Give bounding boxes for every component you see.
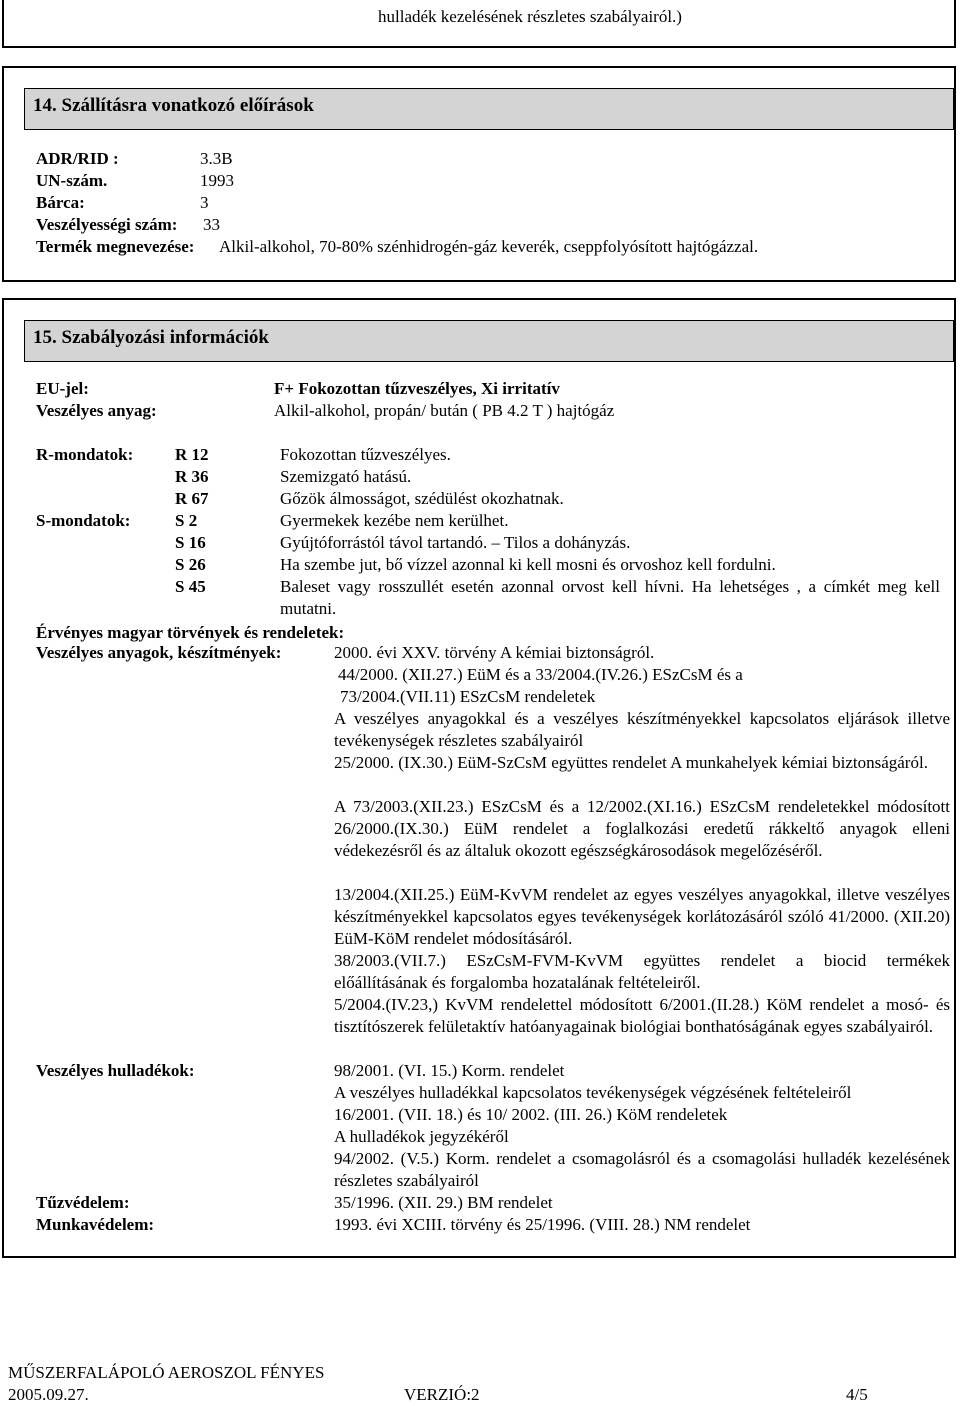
work-protection-value: 1993. évi XCIII. törvény és 25/1996. (VIII. 28.) NM rendelet <box>334 1215 751 1234</box>
footer-date: 2005.09.27. <box>8 1385 89 1404</box>
r-code: R 36 <box>175 467 209 486</box>
s-code: S 45 <box>175 577 206 596</box>
eu-label: EU-jel: <box>36 379 89 398</box>
r-phrases-label: R-mondatok: <box>36 445 134 464</box>
product-name-label: Termék megnevezése: <box>36 237 195 256</box>
waste-law-item: A hulladékok jegyzékéről <box>334 1127 509 1146</box>
waste-law-item: 94/2002. (V.5.) Korm. rendelet a csomagolásról és a csomagolási hulladék kezelésének részletes szabályairól <box>334 1149 950 1190</box>
waste-law-item: 16/2001. (VII. 18.) és 10/ 2002. (III. 26.) KöM rendeletek <box>334 1105 728 1124</box>
label-class-label: Bárca: <box>36 193 85 212</box>
law-item: 38/2003.(VII.7.) ESzCsM-FVM-KvVM együttes rendelet a biocid termékek előállításának és forgalomba hozatalának feltételeiről. <box>334 951 950 992</box>
hazard-number-value: 33 <box>203 215 220 234</box>
substance-value: Alkil-alkohol, propán/ bután ( PB 4.2 T ) hajtógáz <box>274 401 615 420</box>
fire-protection-value: 35/1996. (XII. 29.) BM rendelet <box>334 1193 553 1212</box>
laws-heading: Érvényes magyar törvények és rendeletek: <box>36 623 345 642</box>
law-item: 13/2004.(XII.25.) EüM-KvVM rendelet az egyes veszélyes anyagokkal, illetve veszélyes készítményekkel kapcsolatos egyes tevékenységek korlátozásáról szóló 41/2000. (XII.20) EüM-KöM rendelet módosításáról. <box>334 885 950 948</box>
footer-version: VERZIÓ:2 <box>404 1385 480 1404</box>
r-text: Fokozottan tűzveszélyes. <box>280 445 451 464</box>
s-text: Ha szembe jut, bő vízzel azonnal ki kell mosni és orvoshoz kell fordulni. <box>280 555 776 574</box>
product-name-value: Alkil-alkohol, 70-80% szénhidrogén-gáz keverék, cseppfolyósított hajtógázzal. <box>219 237 759 256</box>
fire-protection-label: Tűzvédelem: <box>36 1193 130 1212</box>
hazardous-waste-label: Veszélyes hulladékok: <box>36 1061 195 1080</box>
law-item: 5/2004.(IV.23,) KvVM rendelettel módosított 6/2001.(II.28.) KöM rendelet a mosó- és tisztítószerek felületaktív hatóanyagainak biológiai bonthatóságának egyes szabályairól. <box>334 995 950 1036</box>
law-item: 73/2004.(VII.11) ESzCsM rendeletek <box>340 687 596 706</box>
s-code: S 16 <box>175 533 206 552</box>
footer-product-name: MŰSZERFALÁPOLÓ AEROSZOL FÉNYES <box>8 1363 325 1382</box>
adr-rid-label: ADR/RID : <box>36 149 119 168</box>
law-item: A veszélyes anyagokkal és a veszélyes készítményekkel kapcsolatos eljárások illetve tevékenységek részletes szabályairól <box>334 709 950 750</box>
r-code: R 12 <box>175 445 209 464</box>
hazardous-materials-label: Veszélyes anyagok, készítmények: <box>36 643 282 662</box>
un-number-label: UN-szám. <box>36 171 108 190</box>
un-number-value: 1993 <box>200 171 234 190</box>
r-text: Szemizgató hatású. <box>280 467 412 486</box>
law-item: 44/2000. (XII.27.) EüM és a 33/2004.(IV.26.) ESzCsM és a <box>338 665 743 684</box>
r-code: R 67 <box>175 489 209 508</box>
s-code: S 2 <box>175 511 198 530</box>
r-text: Gőzök álmosságot, szédülést okozhatnak. <box>280 489 564 508</box>
section-15-title: 15. Szabályozási információk <box>24 320 954 362</box>
substance-label: Veszélyes anyag: <box>36 401 157 420</box>
law-item: 2000. évi XXV. törvény A kémiai biztonságról. <box>334 643 655 662</box>
adr-rid-value: 3.3B <box>200 149 233 168</box>
section-14-title: 14. Szállításra vonatkozó előírások <box>24 88 954 130</box>
s-text: Baleset vagy rosszullét esetén azonnal orvost kell hívni. Ha lehetséges , a címkét meg kell mutatni. <box>280 577 940 618</box>
footer-page-number: 4/5 <box>846 1385 868 1404</box>
s-text: Gyújtóforrástól távol tartandó. – Tilos a dohányzás. <box>280 533 631 552</box>
eu-value: F+ Fokozottan tűzveszélyes, Xi irritatív <box>274 379 560 398</box>
label-class-value: 3 <box>200 193 209 212</box>
hazard-number-label: Veszélyességi szám: <box>36 215 178 234</box>
law-item: A 73/2003.(XII.23.) ESzCsM és a 12/2002.(XI.16.) ESzCsM rendeletekkel módosított 26/2000.(IX.30.) EüM rendelet a foglalkozási eredetű rákkeltő anyagok elleni védekezésről és az általuk okozott egészségkárosodások megelőzéséről. <box>334 797 950 860</box>
law-item: 25/2000. (IX.30.) EüM-SzCsM együttes rendelet A munkahelyek kémiai biztonságáról. <box>334 753 928 772</box>
work-protection-label: Munkavédelem: <box>36 1215 155 1234</box>
previous-section-fragment: hulladék kezelésének részletes szabályairól.) <box>378 7 682 26</box>
waste-law-item: A veszélyes hulladékkal kapcsolatos tevékenységek végzésének feltételeiről <box>334 1083 852 1102</box>
s-text: Gyermekek kezébe nem kerülhet. <box>280 511 509 530</box>
s-phrases-label: S-mondatok: <box>36 511 131 530</box>
s-code: S 26 <box>175 555 206 574</box>
waste-law-item: 98/2001. (VI. 15.) Korm. rendelet <box>334 1061 565 1080</box>
